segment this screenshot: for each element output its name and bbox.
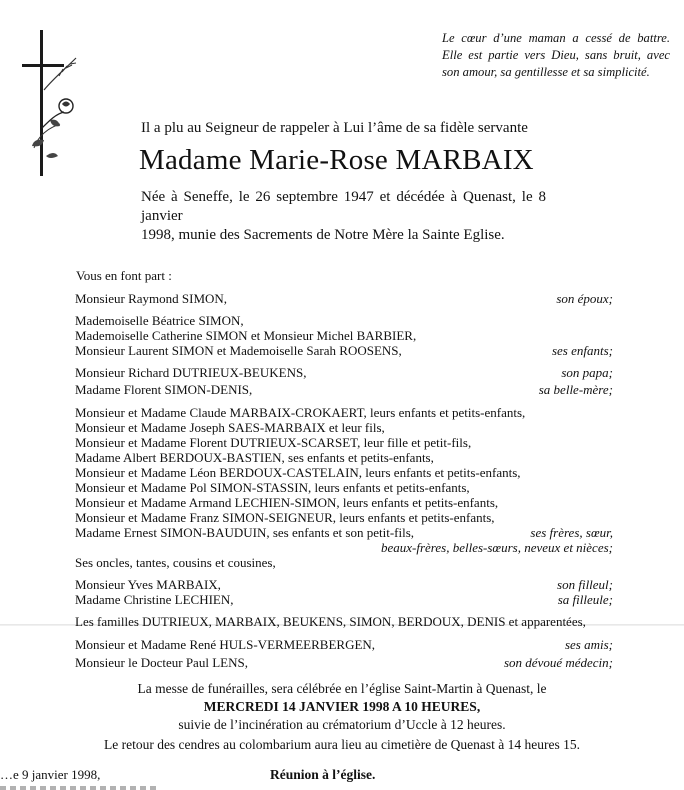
family-row [75,510,613,526]
family-row [75,435,613,451]
family-member: Monsieur Richard DUTRIEUX-BEUKENS, [75,365,307,380]
footer-date: …e 9 janvier 1998, [0,767,101,782]
family-member: Monsieur et Madame Franz SIMON-SEIGNEUR, leurs enfants et petits-enfants, [75,510,495,525]
family-row [75,614,613,630]
family-member: Madame Florent SIMON-DENIS, [75,382,253,397]
family-member: Les familles DUTRIEUX, MARBAIX, BEUKENS, SIMON, BERDOUX, DENIS et apparentées, [75,614,586,629]
family-member: Monsieur et Madame Armand LECHIEN-SIMON, leurs enfants et petits-enfants, [75,495,499,510]
birth-death-line: 1998, munie des Sacrements de Notre Mère la Sainte Eglise. [141,227,505,243]
family-member: Madame Christine LECHIEN, [75,592,234,607]
birth-death-line: Née à Seneffe, le 26 septembre 1947 et décédée à Quenast, le 8 janvier [141,189,546,224]
reunion-note: Réunion à l’église. [270,767,376,782]
family-row [75,577,613,593]
family-row [75,405,613,421]
family-member: Monsieur et Madame Pol SIMON-STASSIN, leurs enfants et petits-enfants, [75,480,470,495]
family-member: Monsieur le Docteur Paul LENS, [75,655,248,670]
family-relation: ses frères, sœur, [530,525,613,540]
announcement: Il a plu au Seigneur de rappeler à Lui l’âme de sa fidèle servante [141,120,528,136]
family-row [75,365,613,381]
family-row [75,495,613,511]
family-relation: son papa; [561,365,613,380]
family-row [75,420,613,436]
family-member: Monsieur Raymond SIMON, [75,291,228,306]
family-relation: son époux; [556,291,613,306]
ceremony-line: suivie de l’incinération au crématorium d’Uccle à 12 heures. [178,717,506,732]
family-row [75,328,613,344]
family-row [75,655,613,671]
epigraph-line: Elle est partie vers Dieu, sans bruit, avec [442,48,670,62]
cross-with-rose-icon [14,28,84,178]
family-relation: son dévoué médecin; [503,655,613,670]
birth-death-info [141,188,546,245]
ceremony-line: Le retour des cendres au colombarium aura lieu au cimetière de Quenast à 14 heures 15. [103,737,581,752]
family-member: Mademoiselle Catherine SIMON et Monsieur Michel BARBIER, [75,328,417,343]
family-row [75,465,613,481]
scan-artifact [0,786,160,790]
family-member: Mademoiselle Béatrice SIMON, [75,313,244,328]
family-row [75,343,613,359]
family-row [75,555,613,571]
family-member: Ses oncles, tantes, cousins et cousines, [75,555,276,570]
family-member: Monsieur Yves MARBAIX, [75,577,221,592]
family-row [75,637,613,653]
epigraph-line: Le cœur d’une maman a cessé de battre. [442,31,670,45]
family-member: Monsieur et Madame Léon BERDOUX-CASTELAIN, leurs enfants et petits-enfants, [75,465,521,480]
epigraph [442,30,670,81]
ceremony-line: La messe de funérailles, sera célébrée en l’église Saint-Martin à Quenast, le [137,681,547,696]
family-member: Madame Ernest SIMON-BAUDUIN, ses enfants et son petit-fils, [75,525,415,540]
family-member: Monsieur et Madame Claude MARBAIX-CROKAERT, leurs enfants et petits-enfants, [75,405,526,420]
family-member: Monsieur et Madame Florent DUTRIEUX-SCARSET, leur fille et petit-fils, [75,435,472,450]
family-relation: sa filleule; [557,592,613,607]
family-row [75,525,613,541]
family-relation: sa belle-mère; [538,382,613,397]
epigraph-line: son amour, sa gentillesse et sa simplicité. [442,65,650,79]
family-member: Monsieur et Madame Joseph SAES-MARBAIX et leur fils, [75,420,385,435]
family-relation: ses enfants; [551,343,613,358]
family-relation: son filleul; [557,577,613,592]
family-row [75,480,613,496]
family-row [75,592,613,608]
family-member: Monsieur Laurent SIMON et Mademoiselle Sarah ROOSENS, [75,343,402,358]
family-relation: beaux-frères, belles-sœurs, neveux et nièces; [381,540,613,555]
family-relation: ses amis; [564,637,613,652]
deceased-name: Madame Marie-Rose MARBAIX [139,144,534,176]
intro-text: Vous en font part : [76,268,172,283]
family-row [75,382,613,398]
family-row [75,450,613,466]
family-row [75,313,613,329]
family-member: Madame Albert BERDOUX-BASTIEN, ses enfants et petits-enfants, [75,450,434,465]
family-row [75,540,613,556]
ceremony-date: MERCREDI 14 JANVIER 1998 A 10 HEURES, [203,699,481,714]
family-row [75,291,613,307]
family-member: Monsieur et Madame René HULS-VERMEERBERGEN, [75,637,376,652]
